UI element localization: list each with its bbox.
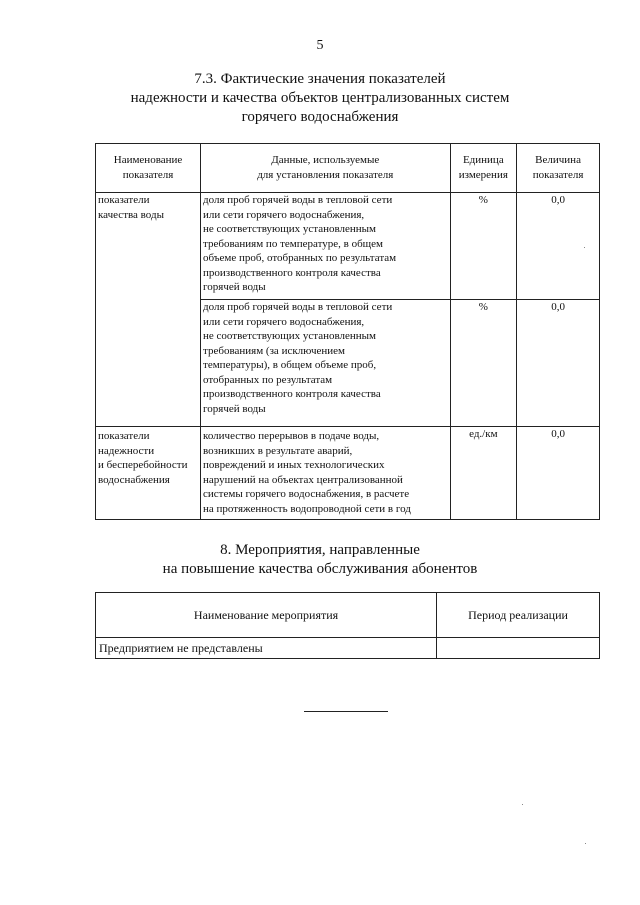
section-7-3-title-line-2: надежности и качества объектов централизованных систем [130, 90, 510, 106]
section-8-title [0, 541, 640, 579]
measures-table [95, 592, 600, 659]
header-indicator-name: Наименование показателя [96, 144, 201, 193]
section-7-3-title [0, 70, 640, 127]
scan-speck [584, 247, 585, 248]
measure-period [437, 638, 600, 659]
indicator-data: количество перерывов в подаче воды, возникших в результате аварий, повреждений и иных технологических нарушений на объектах централизованной системы горячего водоснабжения, в расчете на протяженность водопроводной сети в год [201, 427, 450, 520]
measure-name: Предприятием не представлены [96, 638, 437, 659]
header-period: Период реализации [437, 593, 600, 638]
header-value: Величина показателя [517, 144, 600, 193]
indicator-data: доля проб горячей воды в тепловой сети или сети горячего водоснабжения, не соответствующих установленным требованиям (за исключением температуры), в общем объеме проб, отобранных по результатам производственного контроля качества горячей воды [201, 300, 450, 427]
table-row [96, 427, 600, 520]
table-header-row [96, 144, 600, 193]
table-row [96, 638, 600, 659]
indicator-unit: % [450, 300, 517, 427]
indicator-value: 0,0 [517, 427, 600, 520]
scan-speck [585, 843, 586, 844]
indicator-unit: ед./км [450, 427, 517, 520]
section-8-title-line-1: 8. Мероприятия, направленные [220, 542, 420, 558]
indicator-value: 0,0 [517, 300, 600, 427]
indicator-value: 0,0 [517, 193, 600, 300]
header-measure-name: Наименование мероприятия [96, 593, 437, 638]
table-row [96, 193, 600, 300]
section-8-title-line-2: на повышение качества обслуживания абонентов [162, 561, 478, 577]
measures-header-row [96, 593, 600, 638]
indicator-data: доля проб горячей воды в тепловой сети или сети горячего водоснабжения, не соответствующих установленным требованиям по температуре, в общем объеме проб, отобранных по результатам производственного контроля качества горячей воды [201, 193, 450, 300]
indicator-group-water-quality: показатели качества воды [96, 193, 201, 427]
closing-rule [304, 711, 388, 712]
header-unit: Единица измерения [450, 144, 517, 193]
reliability-quality-table [95, 143, 600, 520]
header-data-used: Данные, используемые для установления показателя [201, 144, 450, 193]
indicator-unit: % [450, 193, 517, 300]
scan-speck [522, 804, 523, 805]
indicator-group-reliability: показатели надежности и бесперебойности водоснабжения [96, 427, 201, 520]
section-7-3-title-line-1: 7.3. Фактические значения показателей [194, 71, 446, 87]
section-7-3-title-line-3: горячего водоснабжения [241, 109, 399, 125]
page-number: 5 [316, 38, 324, 53]
